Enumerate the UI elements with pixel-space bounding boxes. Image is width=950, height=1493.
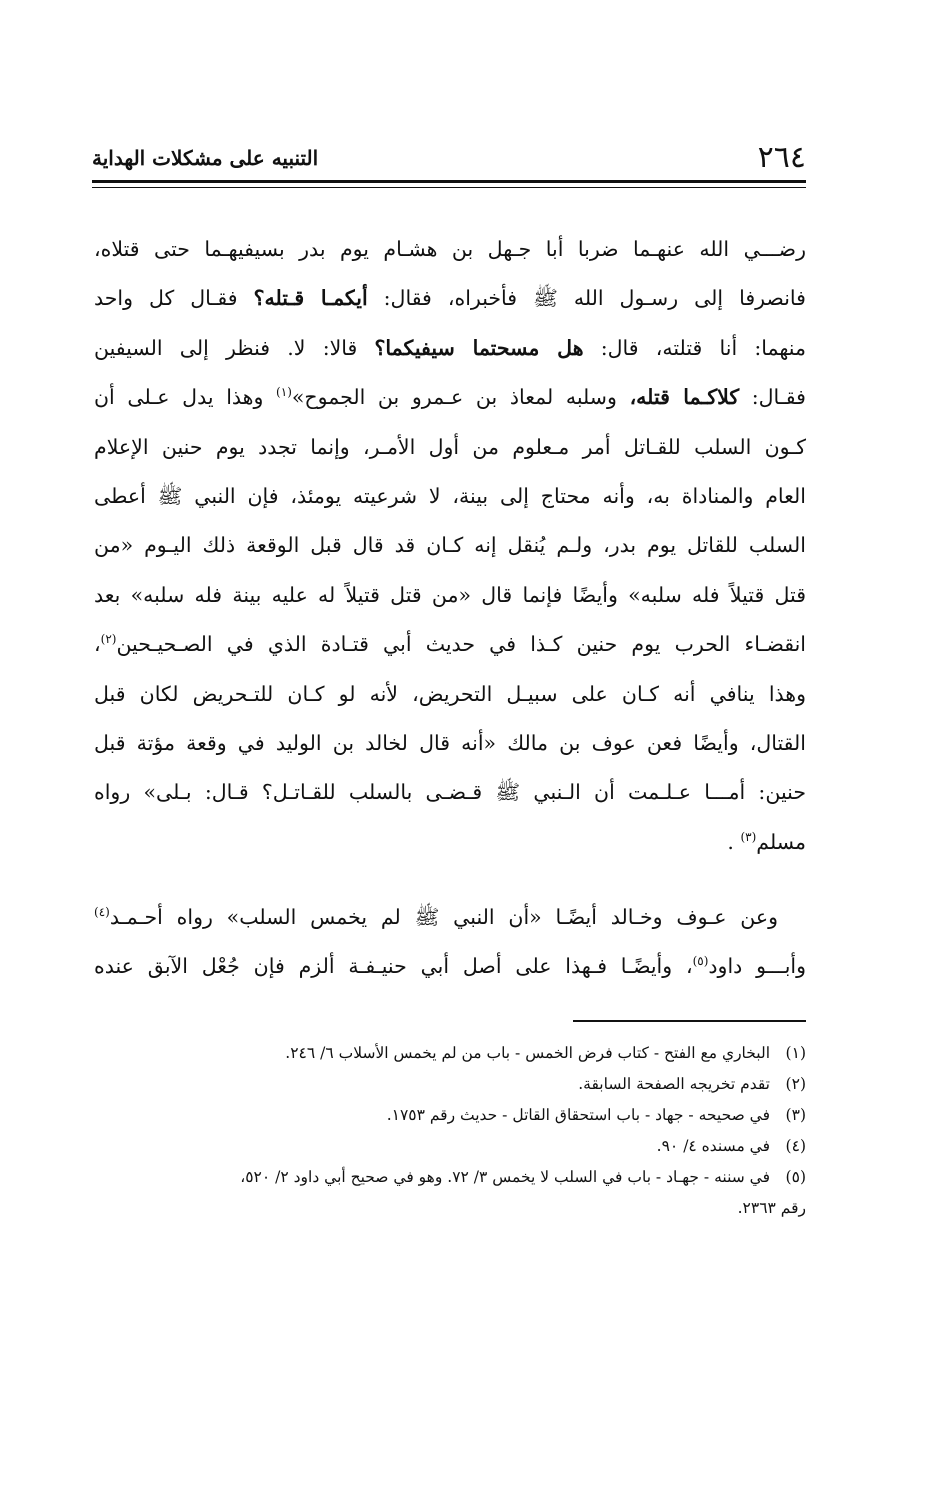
text-line: وأبـــو داود$^{(٥)}$، وأيضًـا فـهذا على أصل أبي حنيـفـة ألزم فإن جُعْل الآبق عنده bbox=[94, 954, 807, 979]
page-header bbox=[92, 138, 806, 178]
footnote-ref[interactable]: (٥) bbox=[692, 954, 709, 969]
footnote-ref[interactable]: (١) bbox=[276, 385, 292, 400]
text-line: مسلم$^{(٣)}$ . bbox=[727, 829, 806, 854]
page-number: ٢٦٤ bbox=[757, 140, 806, 175]
bold-quote: هل مسحتما سيفيكما؟ bbox=[374, 335, 584, 360]
text-line: كـون السلب للقـاتل أمر مـعلوم من أول الأمـر، وإنما تجدد يوم حنين الإعلام bbox=[94, 434, 806, 459]
text-line: قتل قتيلاً فله سلبه» وأيضًا فإنما قال «من قتل قتيلاً له عليه بينة فله سلبه» بعد bbox=[94, 582, 806, 607]
footnote: (٤)في مسنده ٤/ ٩٠. bbox=[656, 1137, 806, 1155]
footnote: (١)البخاري مع الفتح - كتاب فرض الخمس - باب من لم يخمس الأسلاب ٦/ ٢٤٦. bbox=[285, 1044, 806, 1062]
text-line: وهذا ينافي أنه كـان على سبيـل التحريض، لأنه لو كـان للتـحريض لكان قبل bbox=[94, 681, 806, 706]
text-line: السلب للقاتل يوم بدر، ولـم يُنقل إنه كـان قد قال قبل الوقعة ذلك اليـوم «من bbox=[94, 533, 806, 558]
footnote: (٢)تقدم تخريجه الصفحة السابقة. bbox=[578, 1075, 806, 1093]
main-text bbox=[94, 225, 806, 992]
footnote-continuation: رقم ٢٣٦٣. bbox=[737, 1199, 806, 1217]
header-rule-thin bbox=[92, 187, 806, 188]
text-line: العام والمناداة به، وأنه محتاج إلى بينة، لا شرعيته يومئذ، فإن النبي ﷺ أعطى bbox=[94, 483, 806, 508]
footnote-ref[interactable]: (٤) bbox=[94, 905, 110, 920]
footnote-separator bbox=[573, 1020, 806, 1022]
text-line: القتال، وأيضًا فعن عوف بن مالك «أنه قال لخالد بن الوليد في وقعة مؤتة قبل bbox=[94, 730, 806, 755]
text-line: فقـال: كلاكـما قتله، وسلبه لمعاذ بن عـمرو بن الجموح»$^{(١)}$ وهذا يدل عـلى أن bbox=[94, 385, 806, 410]
footnotes bbox=[94, 1038, 806, 1224]
text-line: فانصرفا إلى رسـول الله ﷺ فأخبراه، فقال: أيكمـا قـتله؟ فقـال كل واحد bbox=[94, 286, 806, 311]
header-rule-thick bbox=[92, 180, 806, 183]
footnote-ref[interactable]: (٣) bbox=[740, 829, 757, 844]
text-line: منهما: أنا قتلته، قال: هل مسحتما سيفيكما؟ قالا: لا. فنظر إلى السيفين bbox=[94, 335, 806, 360]
running-title: التنبيه على مشكلات الهداية bbox=[92, 146, 319, 170]
footnote-ref[interactable]: (٢) bbox=[100, 632, 117, 647]
footnote: (٣)في صحيحه - جهاد - باب استحقاق القاتل - حديث رقم ١٧٥٣. bbox=[386, 1106, 806, 1124]
text-line: حنين: أمـــا عـلـمت أن الـنبي ﷺ قـضـى بالسلب للقـاتـل؟ قـال: بـلى» رواه bbox=[94, 780, 806, 805]
text-line: وعن عـوف وخـالد أيضًـا «أن النبي ﷺ لم يخمس السلب» رواه أحـمـد$^{(٤)}$ bbox=[94, 905, 778, 930]
text-line: رضـــي الله عنهـما ضربا أبا جـهل بن هشـام يوم بدر بسيفيهـما حتى قتلاه، bbox=[94, 237, 806, 261]
bold-quote: أيكمـا قـتله؟ bbox=[253, 286, 368, 311]
text-line: انقضـاء الحرب يوم حنين كـذا في حديث أبي قتـادة الذي في الصـحيـحين$^{(٢)}$، bbox=[94, 632, 806, 657]
footnote: (٥)في سننه - جهـاد - باب في السلب لا يخمس ٣/ ٧٢. وهو في صحيح أبي داود ٢/ ٥٢٠، bbox=[240, 1168, 806, 1186]
bold-quote: كلاكـما قتله، bbox=[629, 385, 740, 410]
